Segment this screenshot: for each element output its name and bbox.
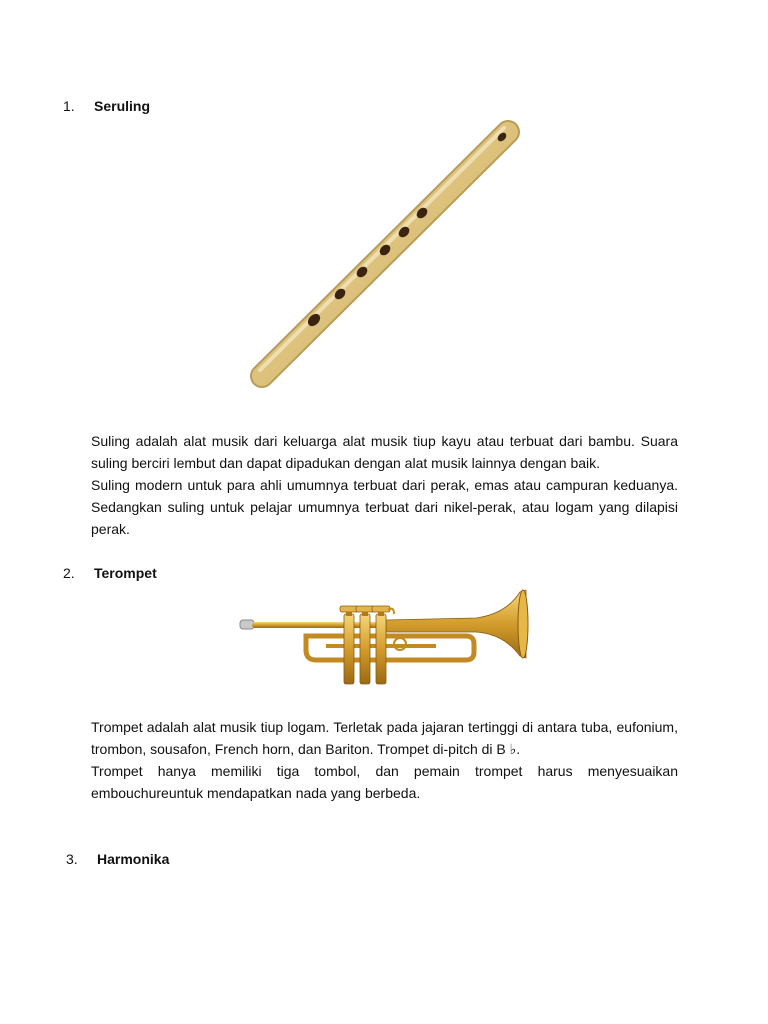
terompet-image [236,588,536,688]
section-title: Harmonika [97,851,170,867]
terompet-description [91,716,678,804]
section-title: Seruling [94,98,151,114]
section-number: 2. [63,565,75,581]
paragraph: Suling modern untuk para ahli umumnya terbuat dari perak, emas atau campuran keduanya. Sedangkan suling untuk pelajar umumnya terbuat dari nikel-perak, atau logam yang dilapisi perak. [91,477,678,537]
seruling-description [91,430,678,540]
section-number: 1. [63,98,75,114]
paragraph: Trompet hanya memiliki tiga tombol, dan pemain trompet harus menyesuaikan embouchureuntuk mendapatkan nada yang berbeda. [91,763,678,801]
section-number: 3. [66,851,78,867]
paragraph: Trompet adalah alat musik tiup logam. Terletak pada jajaran tertinggi di antara tuba, eufonium, trombon, sousafon, French horn, dan Bariton. Trompet di-pitch di B ♭. [91,719,678,757]
paragraph: Suling adalah alat musik dari keluarga alat musik tiup kayu atau terbuat dari bambu. Suara suling berciri lembut dan dapat dipadukan dengan alat musik lainnya dengan baik. [91,433,678,471]
seruling-image [240,118,520,398]
section-title: Terompet [94,565,157,581]
